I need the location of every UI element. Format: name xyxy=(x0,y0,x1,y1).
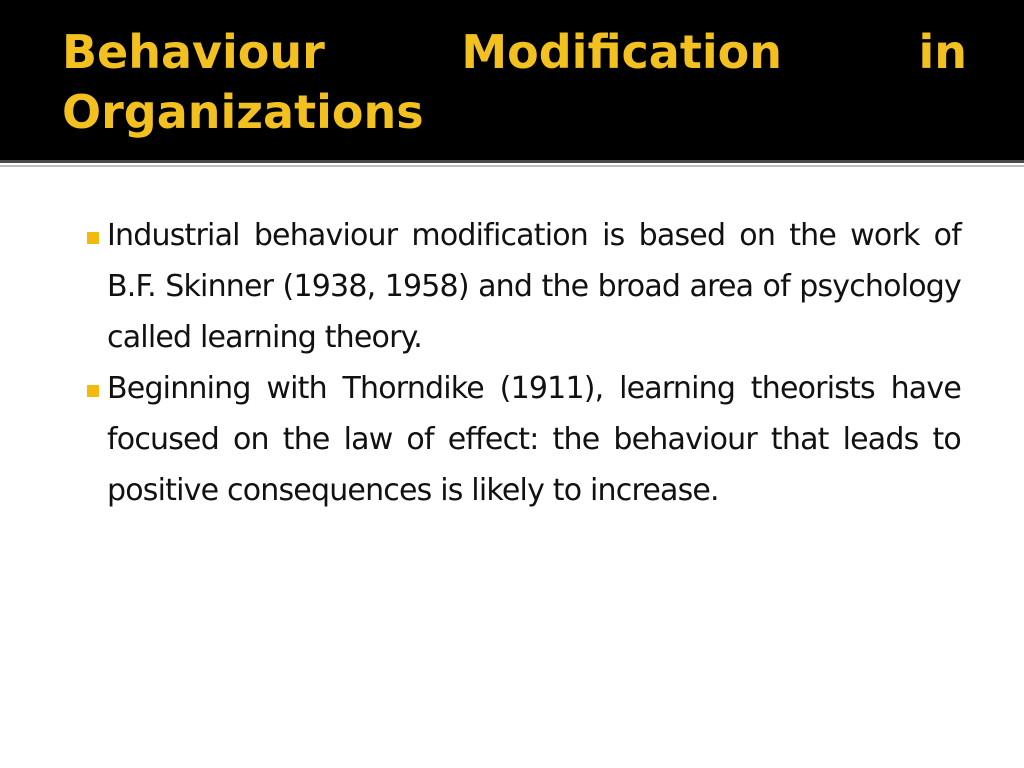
title-divider-dark xyxy=(0,160,1024,163)
title-band xyxy=(0,0,1024,160)
slide-title: Behaviour Modification in Organizations xyxy=(62,25,967,139)
bullet-list xyxy=(87,210,961,516)
bullet-text: Beginning with Thorndike (1911), learning theorists have focused on the law of effect: the behaviour that leads to positive consequences is likely to increase. xyxy=(107,371,961,508)
bullet-item xyxy=(87,210,961,363)
square-bullet-icon xyxy=(87,232,99,244)
square-bullet-icon xyxy=(87,385,99,397)
bullet-text: Industrial behaviour modification is based on the work of B.F. Skinner (1938, 1958) and the broad area of psychology called learning theory. xyxy=(107,218,961,355)
title-divider-light xyxy=(0,165,1024,167)
bullet-item xyxy=(87,363,961,516)
